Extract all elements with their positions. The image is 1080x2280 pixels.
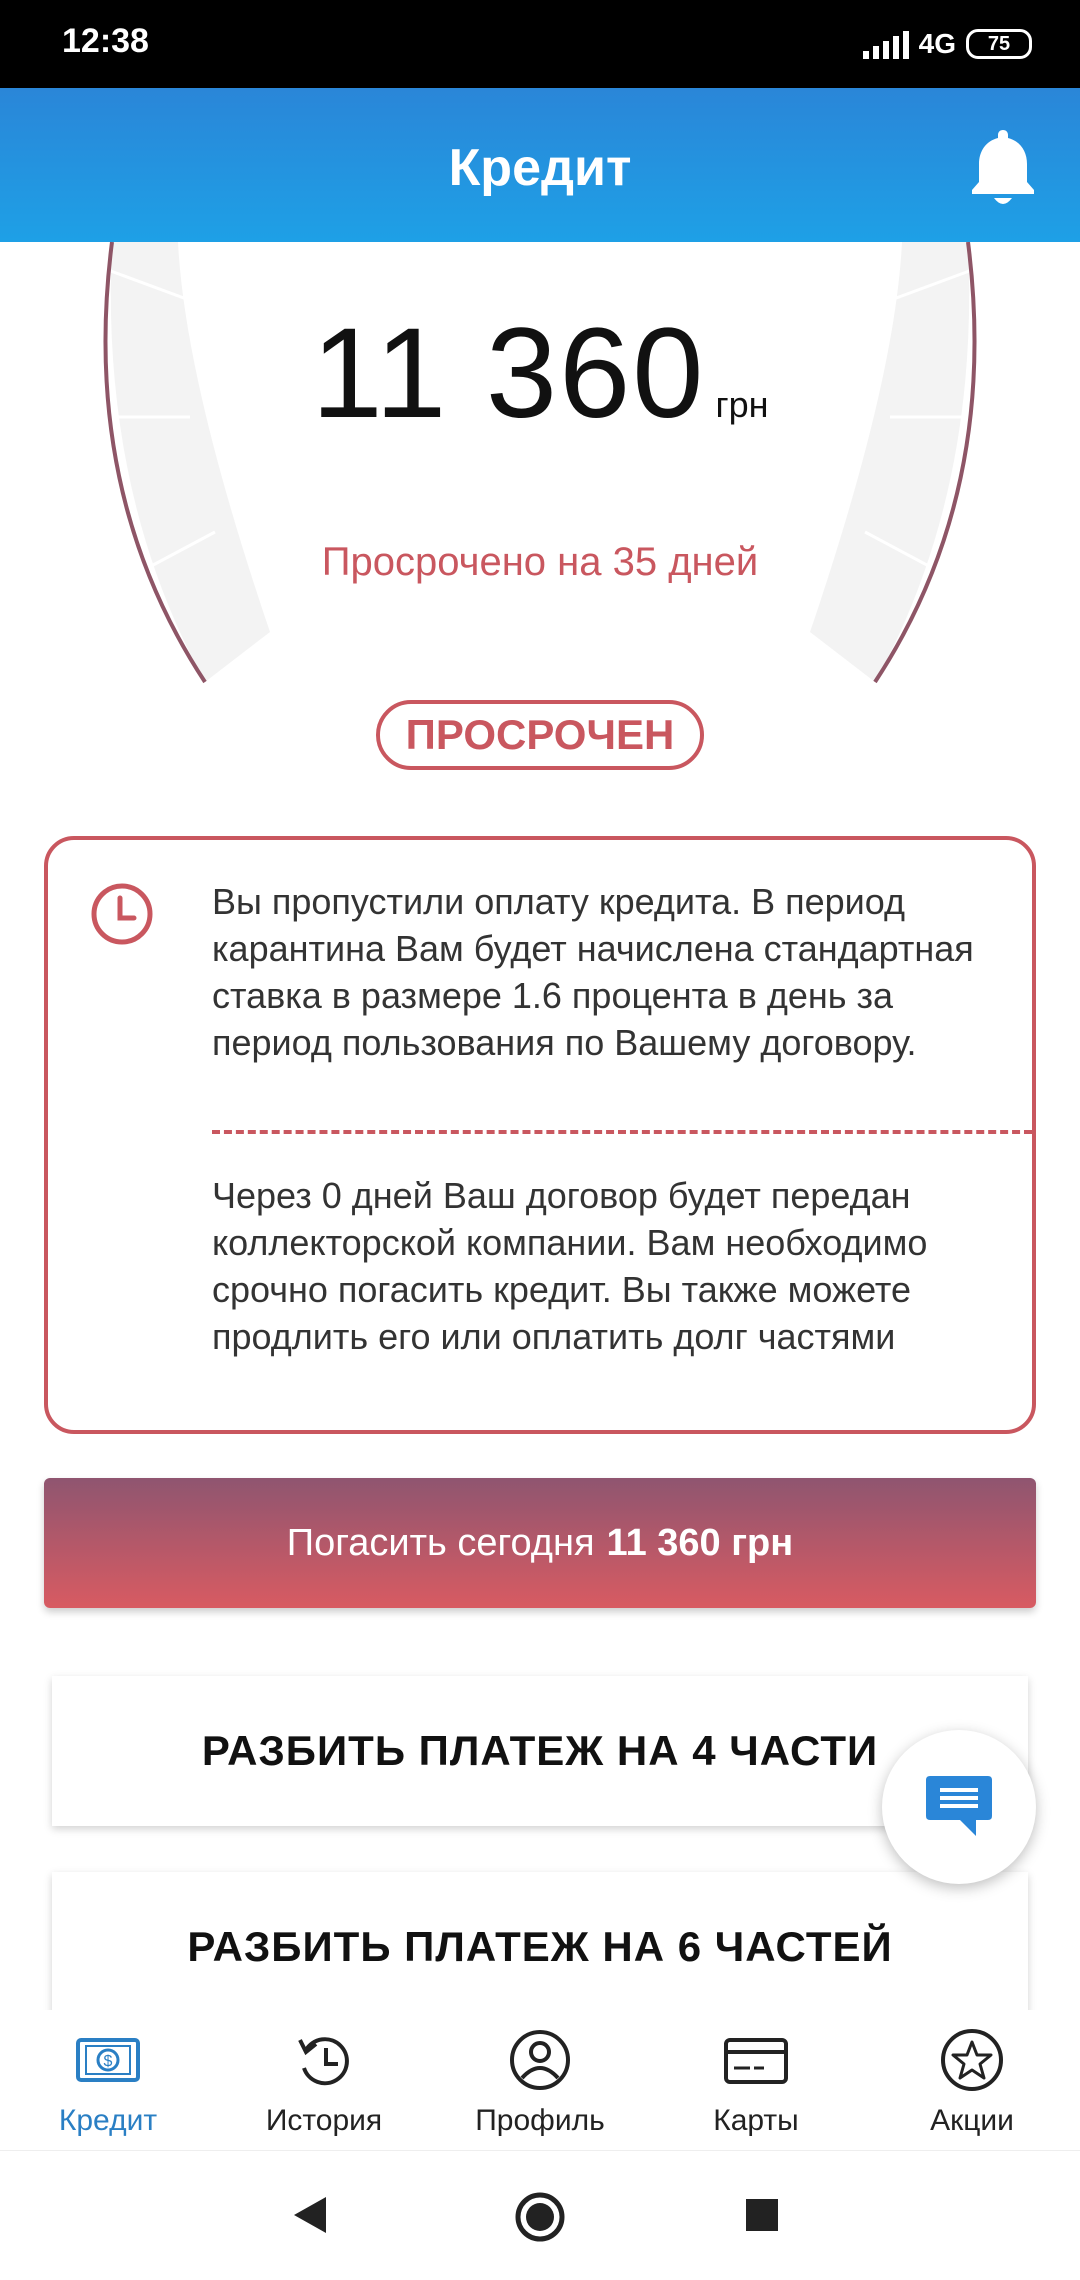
nav-label: Акции — [930, 2104, 1014, 2137]
back-icon[interactable] — [292, 2195, 328, 2235]
loan-amount — [0, 300, 1080, 447]
status-badge: ПРОСРОЧЕН — [376, 700, 704, 770]
profile-icon — [508, 2028, 572, 2092]
status-bar — [0, 0, 1080, 88]
nav-item-promos[interactable] — [864, 2010, 1080, 2150]
nav-label: История — [265, 2104, 383, 2137]
network-type: 4G — [918, 28, 956, 59]
bottom-nav — [0, 2010, 1080, 2150]
battery-icon — [966, 29, 1032, 59]
svg-text:$: $ — [103, 2053, 113, 2070]
app-bar — [0, 88, 1080, 242]
clock-icon — [90, 882, 154, 946]
nav-item-profile[interactable] — [432, 2010, 648, 2150]
battery-level: 75 — [987, 32, 1011, 55]
dashed-divider — [212, 1130, 1032, 1134]
status-time: 12:38 — [62, 22, 149, 60]
star-icon — [940, 2028, 1004, 2092]
recents-icon[interactable] — [744, 2197, 780, 2233]
history-icon — [292, 2028, 356, 2092]
overdue-text: Просрочено на 35 дней — [321, 540, 759, 584]
split-4-button[interactable]: РАЗБИТЬ ПЛАТЕЖ НА 4 ЧАСТИ — [52, 1676, 1028, 1826]
status-indicators — [863, 26, 1032, 62]
nav-item-credit[interactable] — [0, 2010, 216, 2150]
pay-today-button[interactable] — [44, 1478, 1036, 1608]
nav-item-history[interactable] — [216, 2010, 432, 2150]
chat-button[interactable] — [882, 1730, 1036, 1884]
amount-currency: грн — [715, 384, 769, 425]
nav-item-cards[interactable] — [648, 2010, 864, 2150]
notice-paragraph-2: Через 0 дней Ваш договор будет передан коллекторской компании. Вам необходимо срочно погасить кредит. Вы также можете продлить его или оплатить долг частями — [212, 1175, 928, 1357]
pay-amount: 11 360 грн — [606, 1521, 794, 1564]
split-6-button[interactable]: РАЗБИТЬ ПЛАТЕЖ НА 6 ЧАСТЕЙ — [52, 1872, 1028, 2022]
chat-icon — [924, 1774, 994, 1840]
home-icon[interactable] — [514, 2191, 566, 2243]
nav-label: Карты — [713, 2104, 799, 2137]
notice-paragraph-1: Вы пропустили оплату кредита. В период карантина Вам будет начислена стандартная ставка в размере 1.6 процента в день за период пользования по Вашему договору. — [212, 881, 974, 1063]
money-icon — [76, 2028, 140, 2092]
card-icon — [724, 2028, 788, 2092]
page-title: Кредит — [448, 139, 632, 197]
signal-icon — [863, 29, 909, 59]
bell-icon[interactable] — [966, 126, 1040, 210]
nav-label: Профиль — [475, 2104, 605, 2137]
amount-value: 11 360 — [311, 302, 706, 445]
notice-card — [44, 836, 1036, 1434]
system-nav-bar — [0, 2150, 1080, 2280]
nav-label: Кредит — [58, 2104, 158, 2137]
pay-label: Погасить сегодня — [286, 1521, 595, 1564]
